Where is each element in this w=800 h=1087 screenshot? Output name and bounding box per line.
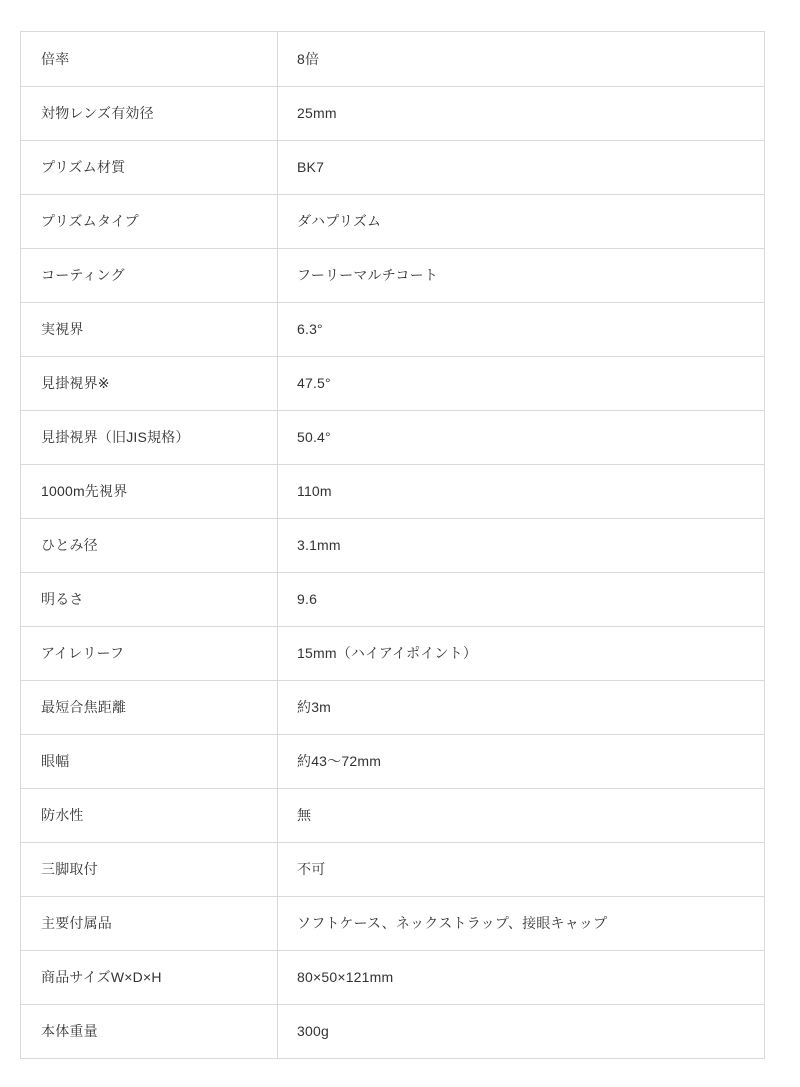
spec-value: ソフトケース、ネックストラップ、接眼キャップ (297, 915, 608, 932)
spec-value: 6.3° (297, 321, 323, 338)
spec-value: 約3m (297, 699, 332, 716)
spec-label: 商品サイズW×D×H (21, 951, 278, 1004)
spec-row-apparent-field-of-view (21, 356, 764, 410)
spec-row-accessories (21, 896, 764, 950)
spec-label: コーティング (21, 249, 278, 302)
spec-value: 不可 (297, 861, 326, 878)
spec-label: 明るさ (21, 573, 278, 626)
spec-row-tripod-mount (21, 842, 764, 896)
spec-value: BK7 (297, 159, 325, 176)
spec-row-objective-lens-diameter (21, 86, 764, 140)
spec-value: 300g (297, 1023, 329, 1040)
spec-label: 最短合焦距離 (21, 681, 278, 734)
spec-label: 見掛視界（旧JIS規格） (21, 411, 278, 464)
spec-label: 見掛視界※ (21, 357, 278, 410)
spec-value: 47.5° (297, 375, 331, 392)
spec-value: 無 (297, 807, 312, 824)
spec-row-prism-type (21, 194, 764, 248)
spec-row-prism-material (21, 140, 764, 194)
spec-row-waterproof (21, 788, 764, 842)
spec-label: 1000m先視界 (21, 465, 278, 518)
spec-row-product-size (21, 950, 764, 1004)
spec-value: 25mm (297, 105, 337, 122)
spec-label: プリズム材質 (21, 141, 278, 194)
spec-value: 110m (297, 483, 332, 500)
spec-row-real-field-of-view (21, 302, 764, 356)
spec-label: 倍率 (21, 32, 278, 86)
spec-row-apparent-field-of-view-old-jis (21, 410, 764, 464)
spec-value: 15mm（ハイアイポイント） (297, 645, 478, 662)
spec-label: 主要付属品 (21, 897, 278, 950)
spec-row-brightness (21, 572, 764, 626)
spec-row-magnification (21, 32, 764, 86)
spec-value: ダハプリズム (297, 213, 382, 230)
spec-row-interpupillary-distance (21, 734, 764, 788)
spec-label: 三脚取付 (21, 843, 278, 896)
spec-label: 本体重量 (21, 1005, 278, 1058)
spec-label: 眼幅 (21, 735, 278, 788)
spec-value: 80×50×121mm (297, 969, 394, 986)
spec-value: 約43〜72mm (297, 753, 382, 770)
spec-value: 8倍 (297, 50, 320, 67)
spec-label: 実視界 (21, 303, 278, 356)
spec-label: プリズムタイプ (21, 195, 278, 248)
spec-value: 50.4° (297, 429, 331, 446)
spec-row-coating (21, 248, 764, 302)
spec-row-weight (21, 1004, 764, 1058)
spec-row-field-at-1000m (21, 464, 764, 518)
spec-label: 対物レンズ有効径 (21, 87, 278, 140)
spec-row-exit-pupil (21, 518, 764, 572)
product-spec-table (20, 31, 765, 1059)
spec-label: 防水性 (21, 789, 278, 842)
spec-label: アイレリーフ (21, 627, 278, 680)
spec-value: 3.1mm (297, 537, 341, 554)
spec-row-eye-relief (21, 626, 764, 680)
spec-row-closest-focus-distance (21, 680, 764, 734)
spec-value: 9.6 (297, 591, 318, 608)
spec-label: ひとみ径 (21, 519, 278, 572)
spec-value: フーリーマルチコート (297, 267, 439, 284)
